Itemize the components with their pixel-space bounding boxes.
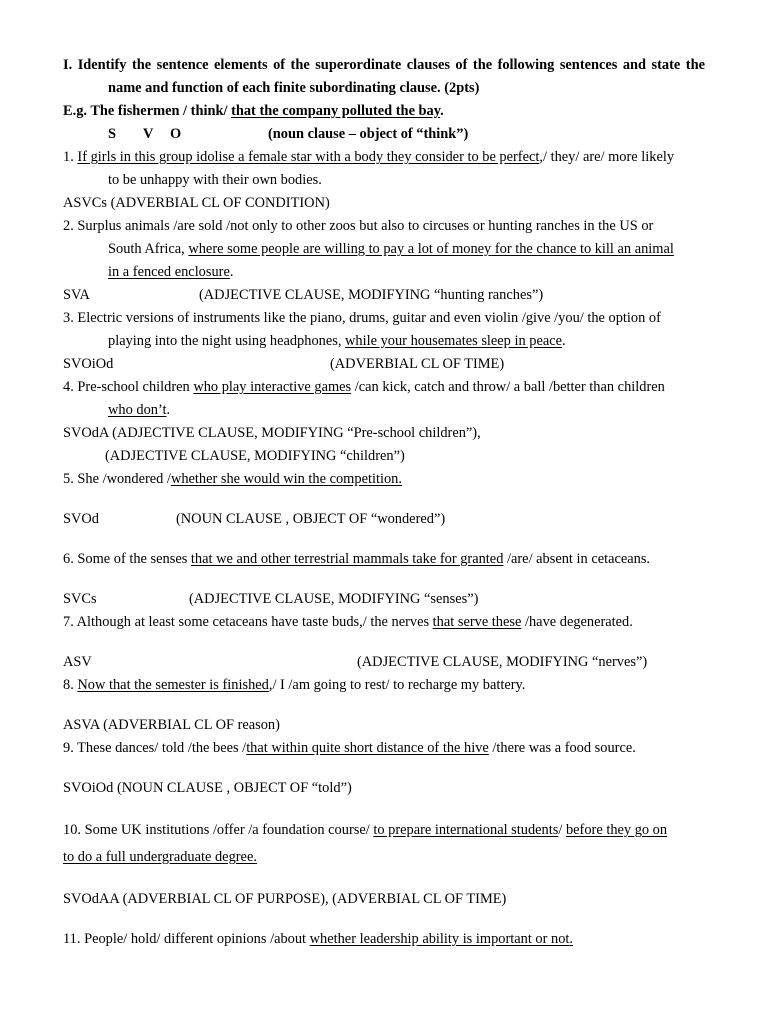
item-10-line-1: 10. Some UK institutions /offer /a foundation course/ to prepare international students/ before they go on	[63, 822, 668, 838]
item-5-answer: SVOd (NOUN CLAUSE , OBJECT OF “wondered”)	[63, 511, 446, 527]
item-4-answer-continued: (ADJECTIVE CLAUSE, MODIFYING “children”)	[105, 448, 405, 464]
item-7-answer: ASV (ADJECTIVE CLAUSE, MODIFYING “nerves”)	[63, 654, 648, 670]
example-underlined-clause: that the company polluted the bay	[231, 103, 441, 119]
label-o: O	[170, 126, 182, 142]
heading-text: Identify the sentence elements of the superordinate clauses of the following sentences and state the name and function of each finite subordinating clause. (2pts)	[77, 57, 705, 96]
item-2-line-2: South Africa, where some people are willing to pay a lot of money for the chance to kill an animal	[108, 241, 674, 257]
item-4-line-1: 4. Pre-school children who play interactive games /can kick, catch and throw/ a ball /better than children	[63, 379, 665, 395]
item-9-line-1: 9. These dances/ told /the bees /that within quite short distance of the hive /there was a food source.	[63, 740, 636, 756]
example-clause-note: (noun clause – object of “think”)	[268, 126, 469, 142]
item-11-line-1: 11. People/ hold/ different opinions /about whether leadership ability is important or not.	[63, 931, 574, 947]
document-page	[63, 54, 705, 951]
item-1-answer: ASVCs (ADVERBIAL CL OF CONDITION)	[63, 195, 330, 211]
item-6-line-1: 6. Some of the senses that we and other terrestrial mammals take for granted /are/ absent in cetaceans.	[63, 551, 651, 567]
item-2-line-3: in a fenced enclosure.	[108, 264, 234, 280]
item-6-answer: SVCs (ADJECTIVE CLAUSE, MODIFYING “senses”)	[63, 591, 479, 607]
item-5-line-1: 5. She /wondered /whether she would win the competition.	[63, 471, 402, 487]
item-10-answer: SVOdAA (ADVERBIAL CL OF PURPOSE), (ADVERBIAL CL OF TIME)	[63, 891, 507, 907]
instruction-heading	[63, 54, 705, 100]
item-9-answer: SVOiOd (NOUN CLAUSE , OBJECT OF “told”)	[63, 780, 352, 796]
label-v: V	[143, 126, 154, 142]
example-analysis	[63, 123, 705, 146]
item-3-line-2: playing into the night using headphones, while your housemates sleep in peace.	[108, 333, 566, 349]
example-sentence: E.g. The fishermen / think/ that the company polluted the bay.	[63, 103, 444, 119]
item-8-line-1: 8. Now that the semester is finished,/ I /am going to rest/ to recharge my battery.	[63, 677, 526, 693]
item-7-line-1: 7. Although at least some cetaceans have taste buds,/ the nerves that serve these /have degenerated.	[63, 614, 633, 630]
item-10-line-2: to do a full undergraduate degree.	[63, 849, 257, 865]
heading-number: I.	[63, 57, 73, 73]
item-1-line-2: to be unhappy with their own bodies.	[108, 172, 322, 188]
item-4-line-2: who don’t.	[108, 402, 171, 418]
item-3-answer: SVOiOd (ADVERBIAL CL OF TIME)	[63, 356, 505, 372]
item-8-answer: ASVA (ADVERBIAL CL OF reason)	[63, 717, 280, 733]
label-s: S	[108, 126, 117, 142]
item-2-line-1: 2. Surplus animals /are sold /not only to other zoos but also to circuses or hunting ranches in the US or	[63, 218, 654, 234]
item-4-answer: SVOdA (ADJECTIVE CLAUSE, MODIFYING “Pre-school children”),	[63, 425, 481, 441]
item-3-line-1: 3. Electric versions of instruments like the piano, drums, guitar and even violin /give /you/ the option of	[63, 310, 661, 326]
item-2-answer: SVA (ADJECTIVE CLAUSE, MODIFYING “hunting ranches”)	[63, 287, 544, 303]
item-1-line-1: 1. If girls in this group idolise a female star with a body they consider to be perfect,/ they/ are/ more likely	[63, 149, 675, 165]
